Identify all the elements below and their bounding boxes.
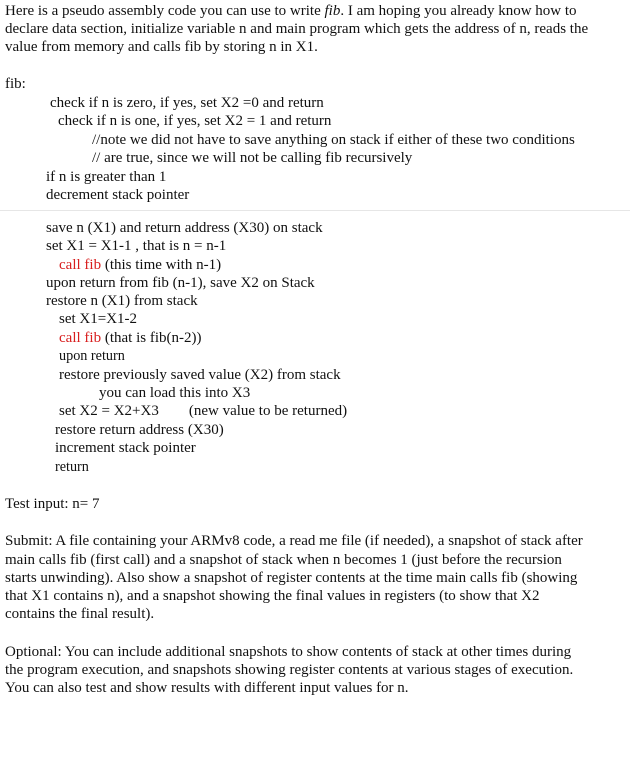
optional-line-3: You can also test and show results with different input values for n. [5, 680, 409, 696]
optional-line-2: the program execution, and snapshots showing register contents at various stages of execution. [5, 662, 574, 678]
fib-emphasis: fib [324, 3, 341, 19]
code-line-set-x1: set X1 = X1-1 , that is n = n-1 [46, 238, 227, 254]
code-line-check-zero: check if n is zero, if yes, set X2 =0 and return [50, 95, 324, 111]
submit-line-3: starts unwinding). Also show a snapshot of register contents at the time main calls fib (showing [5, 570, 578, 586]
intro-line-1: Here is a pseudo assembly code you can use to write fib. I am hoping you already know how to [5, 3, 577, 19]
intro-line-3: value from memory and calls fib by storing n in X1. [5, 39, 318, 55]
code-line-save: save n (X1) and return address (X30) on stack [46, 220, 323, 236]
code-line-return: return [55, 459, 89, 475]
intro-line-2: declare data section, initialize variable n and main program which gets the address of n, reads the [5, 21, 589, 37]
code-line-increment-sp: increment stack pointer [55, 440, 196, 456]
code-line-restore-ra: restore return address (X30) [55, 422, 224, 438]
code-line-restore-n: restore n (X1) from stack [46, 293, 198, 309]
code-label: fib: [5, 76, 26, 92]
code-line-upon-return-fib: upon return from fib (n-1), save X2 on Stack [46, 275, 315, 291]
submit-line-5: contains the final result). [5, 606, 155, 622]
code-line-set-x1-2: set X1=X1-2 [59, 311, 138, 327]
call-fib-highlight: call fib [59, 257, 102, 273]
code-line-restore-prev: restore previously saved value (X2) from stack [59, 367, 341, 383]
set-x2-comment: (new value to be returned) [188, 403, 348, 419]
code-line-upon-return: upon return [59, 348, 125, 364]
code-line-greater-than-one: if n is greater than 1 [46, 169, 167, 185]
code-line-load-x3: you can load this into X3 [99, 385, 251, 401]
submit-line-1: Submit: A file containing your ARMv8 code, a read me file (if needed), a snapshot of stack after [5, 533, 583, 549]
code-line-call-fib-2: call fib (that is fib(n-2)) [59, 330, 202, 346]
code-line-set-x2: set X2 = X2+X3 (new value to be returned) [59, 403, 348, 419]
submit-line-4: that X1 contains n), and a snapshot showing the final values in registers (to show that X2 [5, 588, 540, 604]
call-fib-highlight: call fib [59, 330, 102, 346]
code-comment-1: //note we did not have to save anything on stack if either of these two conditions [92, 132, 575, 148]
optional-line-1: Optional: You can include additional snapshots to show contents of stack at other times during [5, 644, 572, 660]
test-input: Test input: n= 7 [5, 496, 100, 512]
code-line-check-one: check if n is one, if yes, set X2 = 1 and return [58, 113, 332, 129]
submit-line-2: main calls fib (first call) and a snapshot of stack when n becomes 1 (just before the recursion [5, 552, 562, 568]
code-line-call-fib-1: call fib (this time with n-1) [59, 257, 222, 273]
section-divider [0, 210, 630, 211]
code-line-decrement-sp: decrement stack pointer [46, 187, 190, 203]
code-comment-2: // are true, since we will not be calling fib recursively [92, 150, 413, 166]
